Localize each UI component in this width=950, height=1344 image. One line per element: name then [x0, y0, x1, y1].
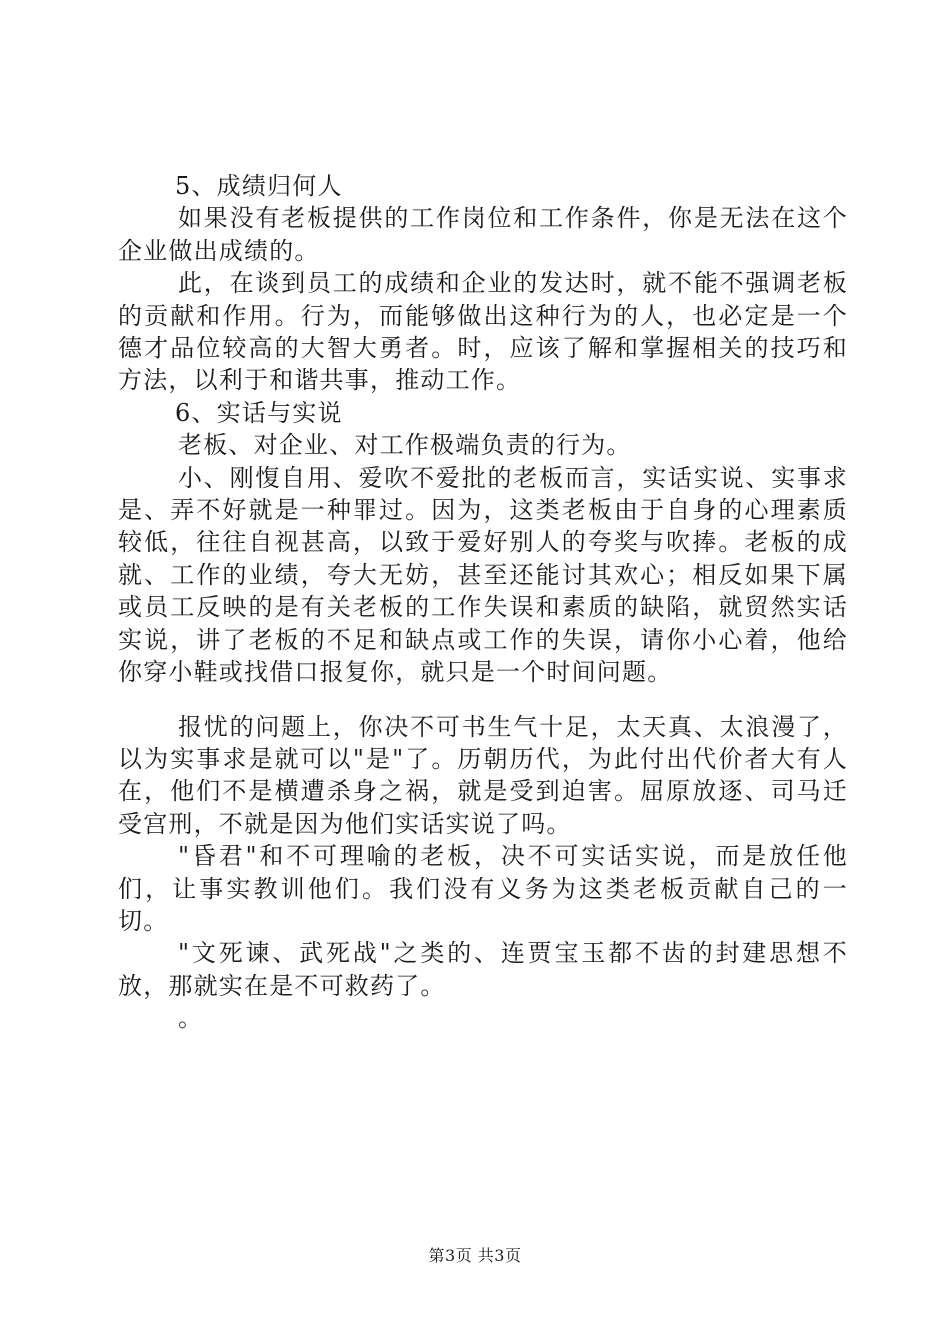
paragraph: 报忧的问题上，你决不可书生气十足，太天真、太浪漫了，以为实事求是就可以"是"了。历朝历代，为此付出代价者大有人在，他们不是横遭杀身之祸，就是受到迫害。屈原放逐、司马迁受宫刑，不就是因为他们实话实说了吗。: [118, 712, 848, 838]
section-heading-6: 6、实话与实说: [175, 398, 343, 427]
paragraph-gap: [118, 689, 848, 711]
page-number-footer: 第3页 共3页: [428, 1246, 522, 1265]
paragraph: 如果没有老板提供的工作岗位和工作条件，你是无法在这个企业做出成绩的。: [118, 204, 848, 265]
paragraph: 老板、对企业、对工作极端负责的行为。: [178, 431, 632, 460]
paragraph: 小、刚愎自用、爱吹不爱批的老板而言，实话实说、实事求是、弄不好就是一种罪过。因为，这类老板由于自身的心理素质较低，往往自视甚高，以致于爱好别人的夸奖与吹捧。老板的成就、工作的业绩，夸大无妨，甚至还能讨其欢心；相反如果下属或员工反映的是有关老板的工作失误和素质的缺陷，就贸然实话实说，讲了老板的不足和缺点或工作的失误，请你小心着，他给你穿小鞋或找借口报复你，就只是一个时间问题。: [118, 463, 848, 687]
paragraph: "昏君"和不可理喻的老板，决不可实话实说，而是放任他们，让事实教训他们。我们没有义务为这类老板贡献自己的一切。: [118, 842, 848, 935]
paragraph: 此，在谈到员工的成绩和企业的发达时，就不能不强调老板的贡献和作用。行为，而能够做出这种行为的人，也必定是一个德才品位较高的大智大勇者。时，应该了解和掌握相关的技巧和方法，以利于和谐共事，推动工作。: [118, 269, 848, 395]
section-heading-5: 5、成绩归何人: [175, 172, 343, 200]
document-body: [118, 170, 848, 1035]
paragraph: "文死谏、武死战"之类的、连贾宝玉都不齿的封建思想不放，那就实在是不可救药了。: [118, 939, 848, 1000]
paragraph: 。: [178, 1004, 204, 1033]
